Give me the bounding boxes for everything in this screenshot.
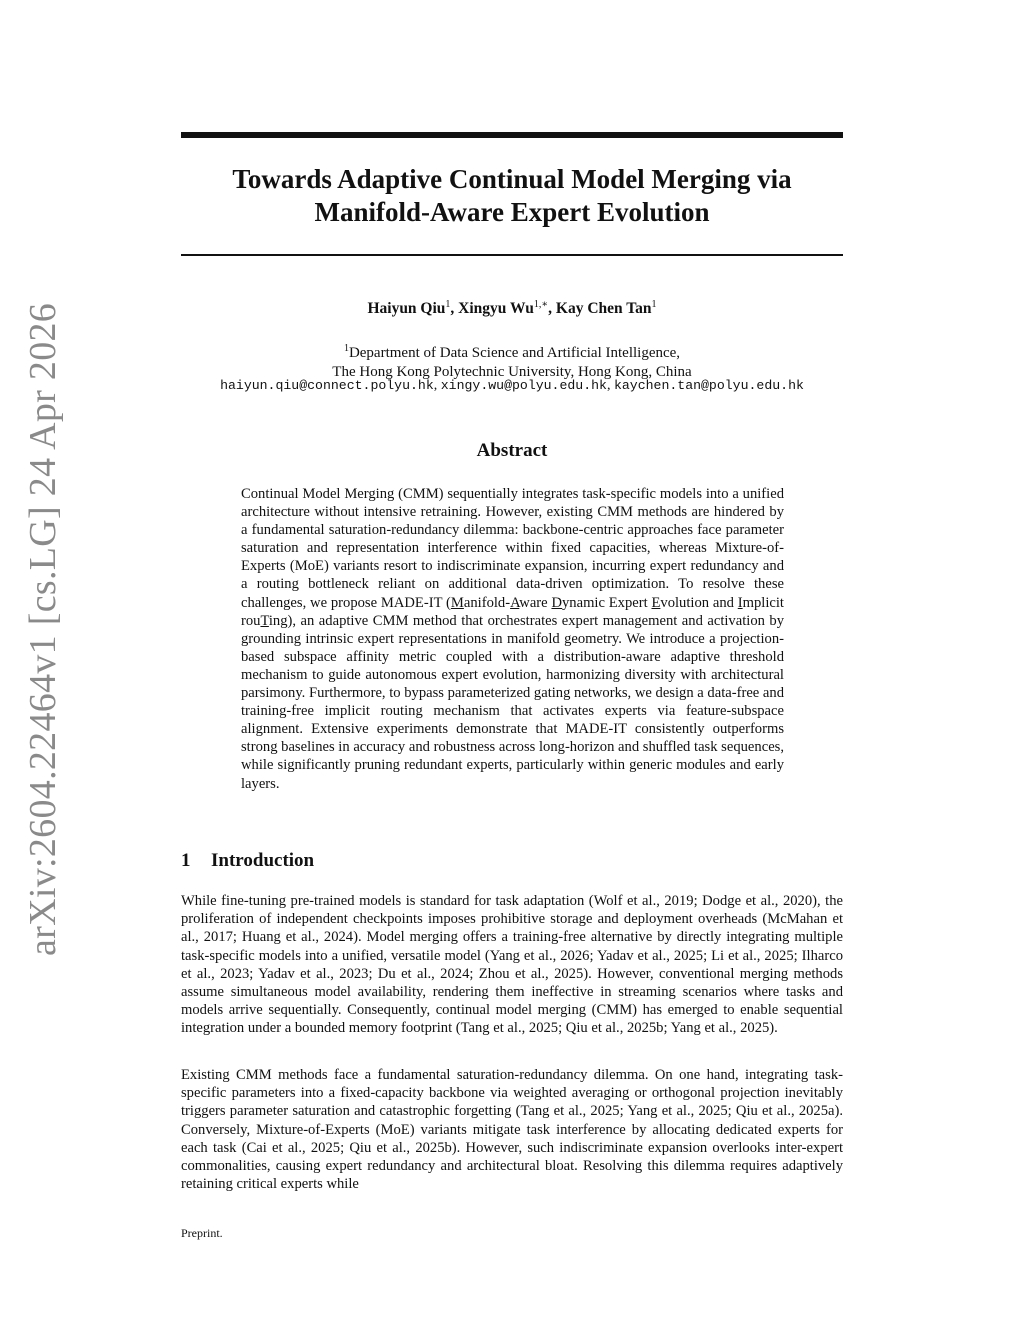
author-affiliation-mark: 1 <box>651 299 657 310</box>
affiliation <box>181 339 843 382</box>
affiliation-line-2: The Hong Kong Polytechnic University, Hong Kong, China <box>332 364 692 380</box>
title-line-1: Towards Adaptive Continual Model Merging via <box>232 164 792 194</box>
section-title: Introduction <box>211 850 315 871</box>
title-rule-top <box>181 132 843 138</box>
footer-note: Preprint. <box>181 1226 223 1240</box>
acronym-expansion: Manifold-Aware Dynamic Expert Evolution and Implicit rouTing <box>241 594 784 629</box>
section-number: 1 <box>181 850 191 871</box>
email-link[interactable]: haiyun.qiu@connect.polyu.hk <box>220 378 434 393</box>
title-line-2: Manifold-Aware Expert Evolution <box>314 197 710 227</box>
author-affiliation-mark: 1 <box>445 299 451 310</box>
author-emails: haiyun.qiu@connect.polyu.hk, xingy.wu@polyu.edu.hk, kaychen.tan@polyu.edu.hk <box>220 378 804 393</box>
title-rule-bottom <box>181 254 843 256</box>
author-affiliation-mark: 1,∗ <box>533 299 549 310</box>
author-name: Kay Chen Tan <box>555 300 652 318</box>
section-heading-introduction <box>181 850 843 872</box>
email-link[interactable]: xingy.wu@polyu.edu.hk <box>440 378 607 393</box>
author-list: Haiyun Qiu$^1$, Xingyu $Wu^{1,∗}$, Kay Chen Tan$^1$ <box>367 299 657 318</box>
affiliation-mark: 1 <box>343 343 349 354</box>
abstract-heading: Abstract <box>476 440 548 461</box>
arxiv-identifier: arXiv:2604.22464v1 [cs.LG] 24 Apr 2026 <box>22 302 64 956</box>
email-link[interactable]: kaychen.tan@polyu.edu.hk <box>613 378 804 393</box>
paper-title <box>181 163 843 229</box>
author-name: Xingyu Wu <box>458 300 534 318</box>
affiliation-line-1: $^1$Department of Data Science and Artificial Intelligence, <box>343 343 681 361</box>
abstract-text: Continual Model Merging (CMM) sequentially integrates task-specific models into a unified architecture without intensive retraining. However, existing CMM methods are hindered by a fundamental saturation-redundancy dilemma: backbone-centric approaches face parameter saturation and representation interference within fixed capacities, whereas Mixture-of-Experts (MoE) variants resort to indiscriminate expansion, incurring expert redundancy and a routing bottleneck reliant on additional data-driven optimization. To resolve these challenges, we propose MADE-IT (Manifold-Aware Dynamic Expert Evolution and Implicit rouTing), an adaptive CMM method that orchestrates expert management and activation by grounding intrinsic expert representations in manifold geometry. We introduce a projection-based subspace affinity metric coupled with a distribution-aware adaptive threshold mechanism to guide autonomous expert evolution, harmonizing diversity with architectural parsimony. Furthermore, to bypass parameterized gating networks, we design a data-free and training-free implicit routing mechanism that activates experts via feature-subspace alignment. Extensive experiments demonstrate that MADE-IT consistently outperforms strong baselines in accuracy and robustness across long-horizon and shuffled task sequences, while significantly pruning redundant experts, particularly within generic modules and early layers. <box>241 486 784 792</box>
author-name: Haiyun Qiu <box>367 300 446 318</box>
body-paragraph: While fine-tuning pre-trained models is standard for task adaptation (Wolf et al., 2019; Dodge et al., 2020), the proliferation of independent checkpoints imposes prohibitive storage and deployment overheads (McMahan et al., 2017; Huang et al., 2024). Model merging offers a training-free alternative by directly integrating multiple task-specific models into a unified, versatile model (Yang et al., 2026; Yadav et al., 2025; Li et al., 2025; Ilharco et al., 2023; Yadav et al., 2023; Du et al., 2024; Zhou et al., 2025). However, conventional merging methods assume simultaneous model availability, rendering them ineffective in streaming scenarios where tasks and models arrive sequentially. Consequently, continual model merging (CMM) has emerged to enable sequential integration under a bounded memory footprint (Tang et al., 2025; Qiu et al., 2025b; Yang et al., 2025). <box>181 893 843 1037</box>
body-paragraph: Existing CMM methods face a fundamental saturation-redundancy dilemma. On one hand, integrating task-specific parameters into a fixed-capacity backbone via weighted averaging or orthogonal projection inevitably triggers parameter saturation and catastrophic forgetting (Tang et al., 2025; Yang et al., 2025; Qiu et al., 2025a). Conversely, Mixture-of-Experts (MoE) variants mitigate task interference by allocating dedicated experts for each task (Cai et al., 2025; Qiu et al., 2025b). However, such indiscriminate expansion overlooks inter-expert commonalities, causing expert redundancy and architectural bloat. Resolving this dilemma requires adaptively retaining critical experts while <box>181 1067 843 1193</box>
